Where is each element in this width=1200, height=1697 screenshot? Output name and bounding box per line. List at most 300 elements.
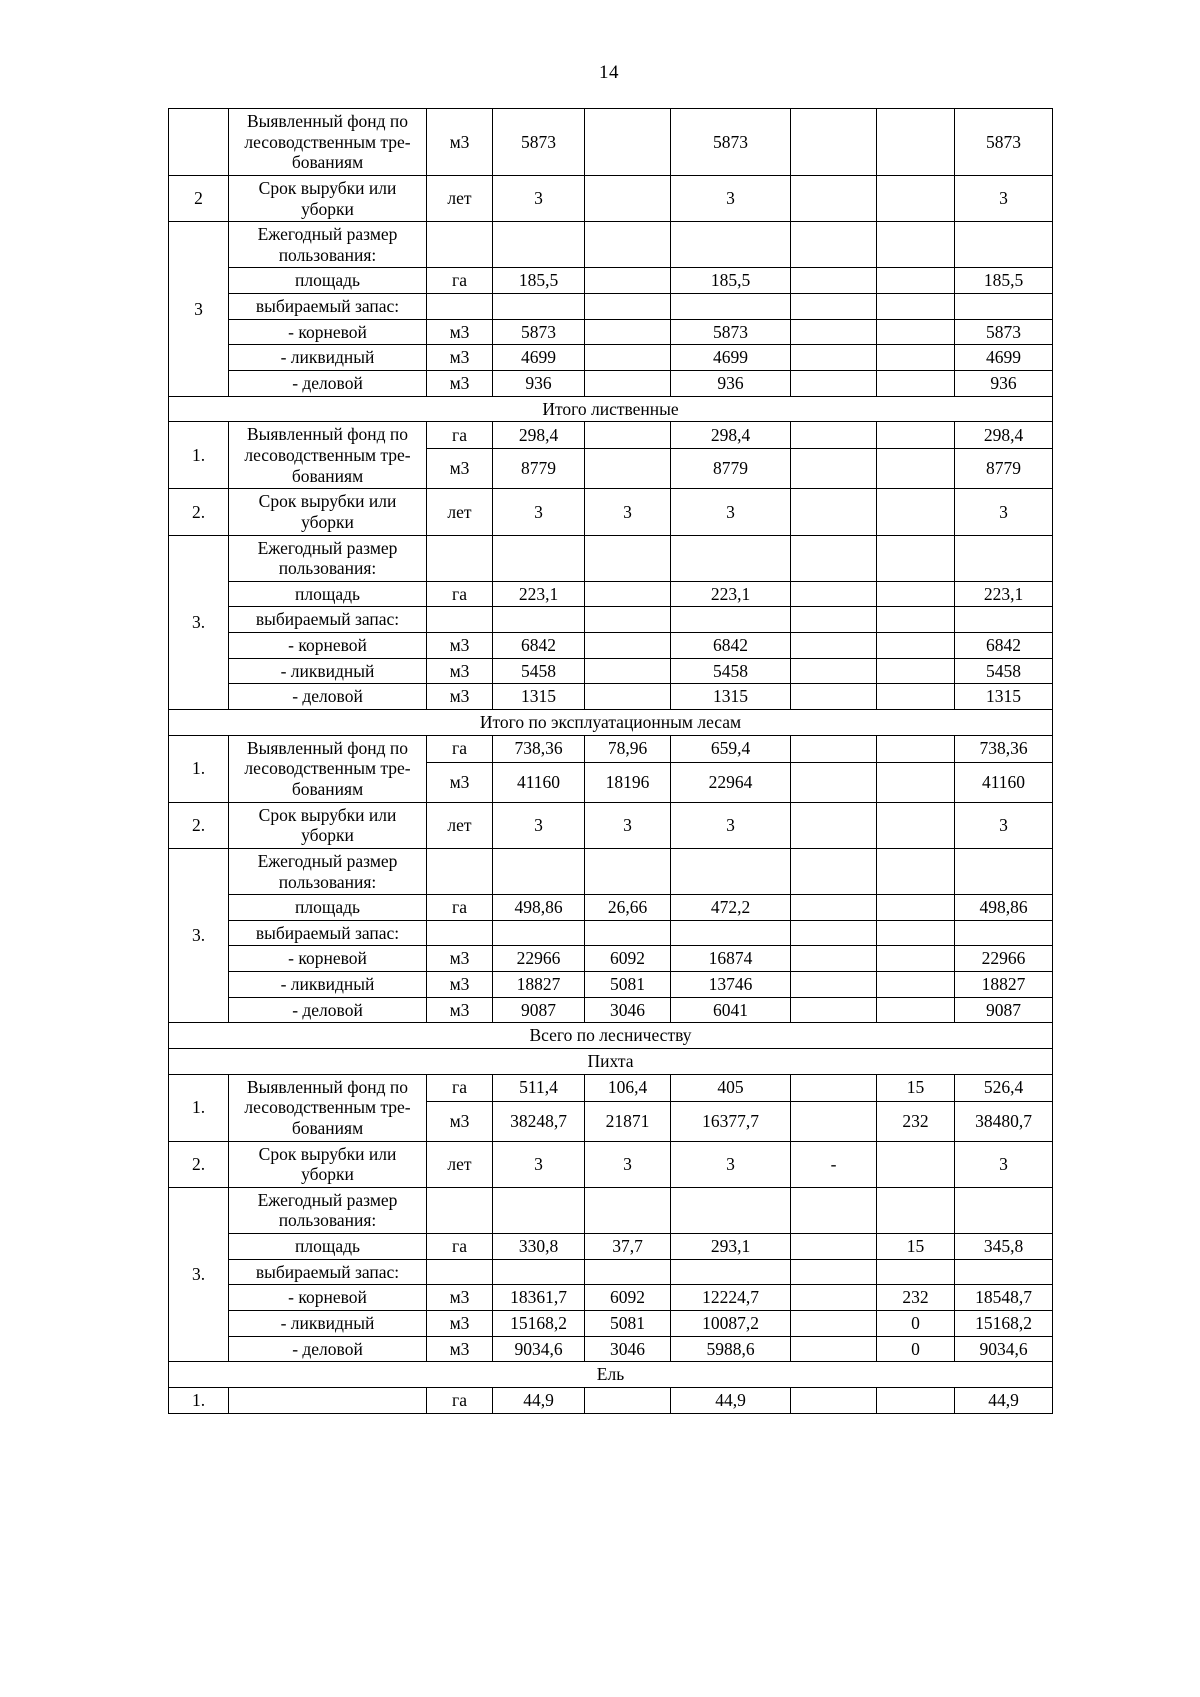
row-unit: м3 — [427, 946, 493, 972]
cell-v1: 511,4 — [493, 1074, 585, 1101]
cell-v5 — [877, 294, 955, 320]
row-label: - деловой — [229, 371, 427, 397]
cell-v4 — [791, 946, 877, 972]
cell-v5: 0 — [877, 1311, 955, 1337]
cell-v5 — [877, 268, 955, 294]
cell-v3: 223,1 — [671, 581, 791, 607]
cell-v1: 1315 — [493, 684, 585, 710]
cell-v2 — [585, 1187, 671, 1233]
row-label: Срок вырубки или уборки — [229, 1141, 427, 1187]
row-unit: га — [427, 1234, 493, 1260]
cell-v5 — [877, 802, 955, 848]
cell-v6: 526,4 — [955, 1074, 1053, 1101]
cell-v2: 6092 — [585, 946, 671, 972]
cell-v4 — [791, 1234, 877, 1260]
table-row — [169, 972, 1053, 998]
row-index: 2. — [169, 1141, 229, 1187]
table-row — [169, 946, 1053, 972]
row-index: 2 — [169, 175, 229, 221]
cell-v5 — [877, 920, 955, 946]
cell-v6: 6842 — [955, 633, 1053, 659]
cell-v2 — [585, 1259, 671, 1285]
cell-v1: 4699 — [493, 345, 585, 371]
section-title-row — [169, 396, 1053, 422]
row-label: - корневой — [229, 946, 427, 972]
cell-v1: 3 — [493, 802, 585, 848]
cell-v1 — [493, 1187, 585, 1233]
cell-v1: 498,86 — [493, 895, 585, 921]
cell-v3: 8779 — [671, 449, 791, 489]
row-unit: лет — [427, 489, 493, 535]
cell-v1 — [493, 607, 585, 633]
cell-v5 — [877, 222, 955, 268]
cell-v1: 5458 — [493, 658, 585, 684]
table-row — [169, 735, 1053, 762]
cell-v3 — [671, 535, 791, 581]
cell-v1 — [493, 222, 585, 268]
row-unit — [427, 294, 493, 320]
cell-v3: 16377,7 — [671, 1101, 791, 1141]
row-label: площадь — [229, 895, 427, 921]
cell-v6 — [955, 607, 1053, 633]
row-label: - деловой — [229, 684, 427, 710]
section-title: Пихта — [169, 1048, 1053, 1074]
cell-v3: 185,5 — [671, 268, 791, 294]
cell-v5 — [877, 658, 955, 684]
table-row — [169, 345, 1053, 371]
cell-v3: 6041 — [671, 997, 791, 1023]
cell-v6 — [955, 535, 1053, 581]
table-row — [169, 633, 1053, 659]
row-label: - деловой — [229, 1336, 427, 1362]
table-row — [169, 109, 1053, 176]
cell-v4 — [791, 1259, 877, 1285]
cell-v1: 6842 — [493, 633, 585, 659]
cell-v5 — [877, 109, 955, 176]
cell-v6: 738,36 — [955, 735, 1053, 762]
cell-v5 — [877, 535, 955, 581]
cell-v1: 223,1 — [493, 581, 585, 607]
cell-v5 — [877, 371, 955, 397]
row-unit: га — [427, 895, 493, 921]
cell-v3: 3 — [671, 489, 791, 535]
cell-v6: 185,5 — [955, 268, 1053, 294]
cell-v3: 12224,7 — [671, 1285, 791, 1311]
section-title: Всего по лесничеству — [169, 1023, 1053, 1049]
row-index: 3. — [169, 1187, 229, 1361]
cell-v3: 936 — [671, 371, 791, 397]
cell-v3: 4699 — [671, 345, 791, 371]
table-row — [169, 658, 1053, 684]
cell-v2 — [585, 535, 671, 581]
cell-v2 — [585, 345, 671, 371]
table-row — [169, 175, 1053, 221]
table-row — [169, 1311, 1053, 1337]
cell-v3: 44,9 — [671, 1387, 791, 1413]
row-label — [229, 1387, 427, 1413]
cell-v2 — [585, 422, 671, 449]
row-index: 3. — [169, 535, 229, 709]
cell-v1: 18361,7 — [493, 1285, 585, 1311]
cell-v3: 16874 — [671, 946, 791, 972]
cell-v6: 38480,7 — [955, 1101, 1053, 1141]
cell-v5 — [877, 422, 955, 449]
cell-v6: 5873 — [955, 319, 1053, 345]
cell-v3 — [671, 607, 791, 633]
row-index: 1. — [169, 422, 229, 489]
cell-v4 — [791, 1336, 877, 1362]
cell-v5 — [877, 489, 955, 535]
cell-v4 — [791, 1387, 877, 1413]
row-unit: м3 — [427, 109, 493, 176]
cell-v5: 232 — [877, 1285, 955, 1311]
row-label: Срок вырубки или уборки — [229, 489, 427, 535]
cell-v4 — [791, 268, 877, 294]
row-unit: м3 — [427, 345, 493, 371]
cell-v1: 3 — [493, 489, 585, 535]
cell-v5 — [877, 581, 955, 607]
cell-v6: 345,8 — [955, 1234, 1053, 1260]
cell-v6: 3 — [955, 489, 1053, 535]
cell-v1: 22966 — [493, 946, 585, 972]
cell-v3: 5458 — [671, 658, 791, 684]
row-index — [169, 109, 229, 176]
row-index: 3 — [169, 222, 229, 396]
cell-v3: 1315 — [671, 684, 791, 710]
table-row — [169, 422, 1053, 449]
cell-v3: 10087,2 — [671, 1311, 791, 1337]
table-row — [169, 1141, 1053, 1187]
row-index: 2. — [169, 489, 229, 535]
row-index: 1. — [169, 735, 229, 802]
cell-v6: 9087 — [955, 997, 1053, 1023]
row-unit — [427, 848, 493, 894]
cell-v4 — [791, 222, 877, 268]
row-unit — [427, 222, 493, 268]
cell-v4 — [791, 345, 877, 371]
row-index: 3. — [169, 848, 229, 1022]
row-unit: га — [427, 268, 493, 294]
cell-v2 — [585, 581, 671, 607]
cell-v2 — [585, 319, 671, 345]
table-row — [169, 371, 1053, 397]
cell-v6: 223,1 — [955, 581, 1053, 607]
row-label: - корневой — [229, 633, 427, 659]
section-title: Итого лиственные — [169, 396, 1053, 422]
row-unit — [427, 920, 493, 946]
row-unit — [427, 1187, 493, 1233]
cell-v6: 1315 — [955, 684, 1053, 710]
cell-v6: 8779 — [955, 449, 1053, 489]
cell-v1: 18827 — [493, 972, 585, 998]
row-unit: м3 — [427, 658, 493, 684]
row-unit: лет — [427, 175, 493, 221]
row-unit: га — [427, 1387, 493, 1413]
section-title: Ель — [169, 1362, 1053, 1388]
cell-v6: 4699 — [955, 345, 1053, 371]
table-row — [169, 1285, 1053, 1311]
cell-v1: 936 — [493, 371, 585, 397]
cell-v1 — [493, 1259, 585, 1285]
cell-v2 — [585, 222, 671, 268]
row-label: Выявленный фонд по лесоводственным тре-бованиям — [229, 109, 427, 176]
row-unit: га — [427, 581, 493, 607]
row-unit: лет — [427, 802, 493, 848]
row-label: - ликвидный — [229, 345, 427, 371]
cell-v4 — [791, 607, 877, 633]
cell-v1: 3 — [493, 1141, 585, 1187]
cell-v4 — [791, 762, 877, 802]
cell-v4 — [791, 1311, 877, 1337]
row-unit — [427, 535, 493, 581]
cell-v6: 498,86 — [955, 895, 1053, 921]
cell-v3: 3 — [671, 175, 791, 221]
cell-v6 — [955, 294, 1053, 320]
cell-v5 — [877, 175, 955, 221]
row-label: - ликвидный — [229, 1311, 427, 1337]
section-title: Итого по эксплуатационным лесам — [169, 710, 1053, 736]
cell-v5 — [877, 319, 955, 345]
table-row — [169, 997, 1053, 1023]
row-label: Срок вырубки или уборки — [229, 175, 427, 221]
cell-v6: 5873 — [955, 109, 1053, 176]
table-row — [169, 1387, 1053, 1413]
cell-v2: 78,96 — [585, 735, 671, 762]
cell-v3: 472,2 — [671, 895, 791, 921]
forest-use-table — [168, 108, 1053, 1414]
cell-v2: 3046 — [585, 997, 671, 1023]
row-unit: м3 — [427, 997, 493, 1023]
cell-v1: 738,36 — [493, 735, 585, 762]
row-label: Выявленный фонд по лесоводственным тре-бованиям — [229, 735, 427, 802]
table-row — [169, 319, 1053, 345]
table-row — [169, 268, 1053, 294]
cell-v2: 5081 — [585, 972, 671, 998]
cell-v2: 21871 — [585, 1101, 671, 1141]
cell-v4 — [791, 1187, 877, 1233]
cell-v6: 44,9 — [955, 1387, 1053, 1413]
table-row — [169, 489, 1053, 535]
row-label: площадь — [229, 581, 427, 607]
cell-v4 — [791, 319, 877, 345]
row-unit: га — [427, 422, 493, 449]
cell-v5 — [877, 1259, 955, 1285]
row-unit: лет — [427, 1141, 493, 1187]
cell-v5 — [877, 762, 955, 802]
cell-v1: 3 — [493, 175, 585, 221]
cell-v4 — [791, 1101, 877, 1141]
cell-v4 — [791, 535, 877, 581]
cell-v3: 13746 — [671, 972, 791, 998]
row-unit: м3 — [427, 684, 493, 710]
cell-v6: 3 — [955, 1141, 1053, 1187]
row-label: Срок вырубки или уборки — [229, 802, 427, 848]
cell-v1: 38248,7 — [493, 1101, 585, 1141]
table-row — [169, 607, 1053, 633]
cell-v1: 9087 — [493, 997, 585, 1023]
cell-v4 — [791, 294, 877, 320]
cell-v1: 15168,2 — [493, 1311, 585, 1337]
cell-v2: 5081 — [585, 1311, 671, 1337]
cell-v6: 3 — [955, 802, 1053, 848]
row-label: выбираемый запас: — [229, 1259, 427, 1285]
cell-v1: 330,8 — [493, 1234, 585, 1260]
cell-v4 — [791, 633, 877, 659]
row-unit: м3 — [427, 633, 493, 659]
cell-v4 — [791, 1074, 877, 1101]
cell-v2: 3 — [585, 489, 671, 535]
cell-v5 — [877, 345, 955, 371]
cell-v2 — [585, 607, 671, 633]
table-row — [169, 222, 1053, 268]
cell-v3 — [671, 1187, 791, 1233]
cell-v6 — [955, 222, 1053, 268]
row-unit: м3 — [427, 449, 493, 489]
row-label: площадь — [229, 268, 427, 294]
cell-v5: 15 — [877, 1234, 955, 1260]
cell-v3: 6842 — [671, 633, 791, 659]
cell-v1 — [493, 848, 585, 894]
cell-v1: 9034,6 — [493, 1336, 585, 1362]
table-row — [169, 684, 1053, 710]
row-unit: м3 — [427, 319, 493, 345]
cell-v6: 298,4 — [955, 422, 1053, 449]
table-row — [169, 802, 1053, 848]
row-unit: га — [427, 1074, 493, 1101]
cell-v1 — [493, 535, 585, 581]
cell-v5 — [877, 735, 955, 762]
cell-v5 — [877, 972, 955, 998]
cell-v3: 659,4 — [671, 735, 791, 762]
cell-v3: 5988,6 — [671, 1336, 791, 1362]
cell-v3 — [671, 1259, 791, 1285]
row-label: - деловой — [229, 997, 427, 1023]
cell-v5 — [877, 1141, 955, 1187]
row-label: Ежегодный размер пользования: — [229, 222, 427, 268]
section-title-row — [169, 1362, 1053, 1388]
cell-v2 — [585, 371, 671, 397]
cell-v2 — [585, 1387, 671, 1413]
section-title-row — [169, 1048, 1053, 1074]
cell-v2: 37,7 — [585, 1234, 671, 1260]
cell-v5 — [877, 848, 955, 894]
cell-v6: 5458 — [955, 658, 1053, 684]
table-row — [169, 581, 1053, 607]
cell-v1: 8779 — [493, 449, 585, 489]
row-unit: м3 — [427, 762, 493, 802]
table-row — [169, 1234, 1053, 1260]
cell-v6 — [955, 848, 1053, 894]
row-label: Выявленный фонд по лесоводственным тре-бованиям — [229, 1074, 427, 1141]
cell-v6: 15168,2 — [955, 1311, 1053, 1337]
cell-v5 — [877, 1387, 955, 1413]
cell-v4 — [791, 920, 877, 946]
row-label: Ежегодный размер пользования: — [229, 848, 427, 894]
cell-v2 — [585, 684, 671, 710]
row-unit — [427, 1259, 493, 1285]
table-row — [169, 848, 1053, 894]
row-unit: м3 — [427, 1285, 493, 1311]
cell-v4 — [791, 1285, 877, 1311]
cell-v1: 44,9 — [493, 1387, 585, 1413]
cell-v2: 26,66 — [585, 895, 671, 921]
row-label: - ликвидный — [229, 972, 427, 998]
cell-v4 — [791, 895, 877, 921]
row-label: выбираемый запас: — [229, 920, 427, 946]
row-unit: м3 — [427, 371, 493, 397]
cell-v2 — [585, 658, 671, 684]
cell-v3: 5873 — [671, 109, 791, 176]
cell-v4 — [791, 109, 877, 176]
cell-v2: 3 — [585, 802, 671, 848]
row-index: 2. — [169, 802, 229, 848]
cell-v3 — [671, 222, 791, 268]
cell-v3: 405 — [671, 1074, 791, 1101]
section-title-row — [169, 1023, 1053, 1049]
cell-v6: 3 — [955, 175, 1053, 221]
cell-v2 — [585, 848, 671, 894]
row-unit: м3 — [427, 1311, 493, 1337]
row-label: - корневой — [229, 1285, 427, 1311]
cell-v2: 106,4 — [585, 1074, 671, 1101]
row-label: Выявленный фонд по лесоводственным тре-бованиям — [229, 422, 427, 489]
cell-v5 — [877, 684, 955, 710]
cell-v1 — [493, 294, 585, 320]
cell-v3: 3 — [671, 1141, 791, 1187]
cell-v3: 293,1 — [671, 1234, 791, 1260]
cell-v4 — [791, 735, 877, 762]
cell-v1 — [493, 920, 585, 946]
cell-v3: 5873 — [671, 319, 791, 345]
cell-v6 — [955, 1187, 1053, 1233]
cell-v5 — [877, 895, 955, 921]
table-row — [169, 920, 1053, 946]
cell-v2 — [585, 109, 671, 176]
row-unit: га — [427, 735, 493, 762]
cell-v3: 3 — [671, 802, 791, 848]
cell-v6: 41160 — [955, 762, 1053, 802]
table-row — [169, 1074, 1053, 1101]
table-row — [169, 294, 1053, 320]
page-number: 14 — [599, 62, 619, 83]
row-label: выбираемый запас: — [229, 607, 427, 633]
cell-v5: 232 — [877, 1101, 955, 1141]
cell-v6 — [955, 1259, 1053, 1285]
table-row — [169, 1336, 1053, 1362]
cell-v3: 298,4 — [671, 422, 791, 449]
cell-v5: 0 — [877, 1336, 955, 1362]
row-label: - ликвидный — [229, 658, 427, 684]
cell-v4 — [791, 997, 877, 1023]
row-unit: м3 — [427, 1336, 493, 1362]
cell-v5: 15 — [877, 1074, 955, 1101]
cell-v4 — [791, 802, 877, 848]
table-row — [169, 895, 1053, 921]
cell-v2 — [585, 294, 671, 320]
cell-v2 — [585, 633, 671, 659]
cell-v4 — [791, 449, 877, 489]
cell-v5 — [877, 997, 955, 1023]
cell-v4 — [791, 581, 877, 607]
row-unit — [427, 607, 493, 633]
cell-v4 — [791, 489, 877, 535]
cell-v3: 22964 — [671, 762, 791, 802]
cell-v6: 18827 — [955, 972, 1053, 998]
table-row — [169, 1187, 1053, 1233]
row-label: Ежегодный размер пользования: — [229, 535, 427, 581]
cell-v4 — [791, 175, 877, 221]
cell-v1: 185,5 — [493, 268, 585, 294]
